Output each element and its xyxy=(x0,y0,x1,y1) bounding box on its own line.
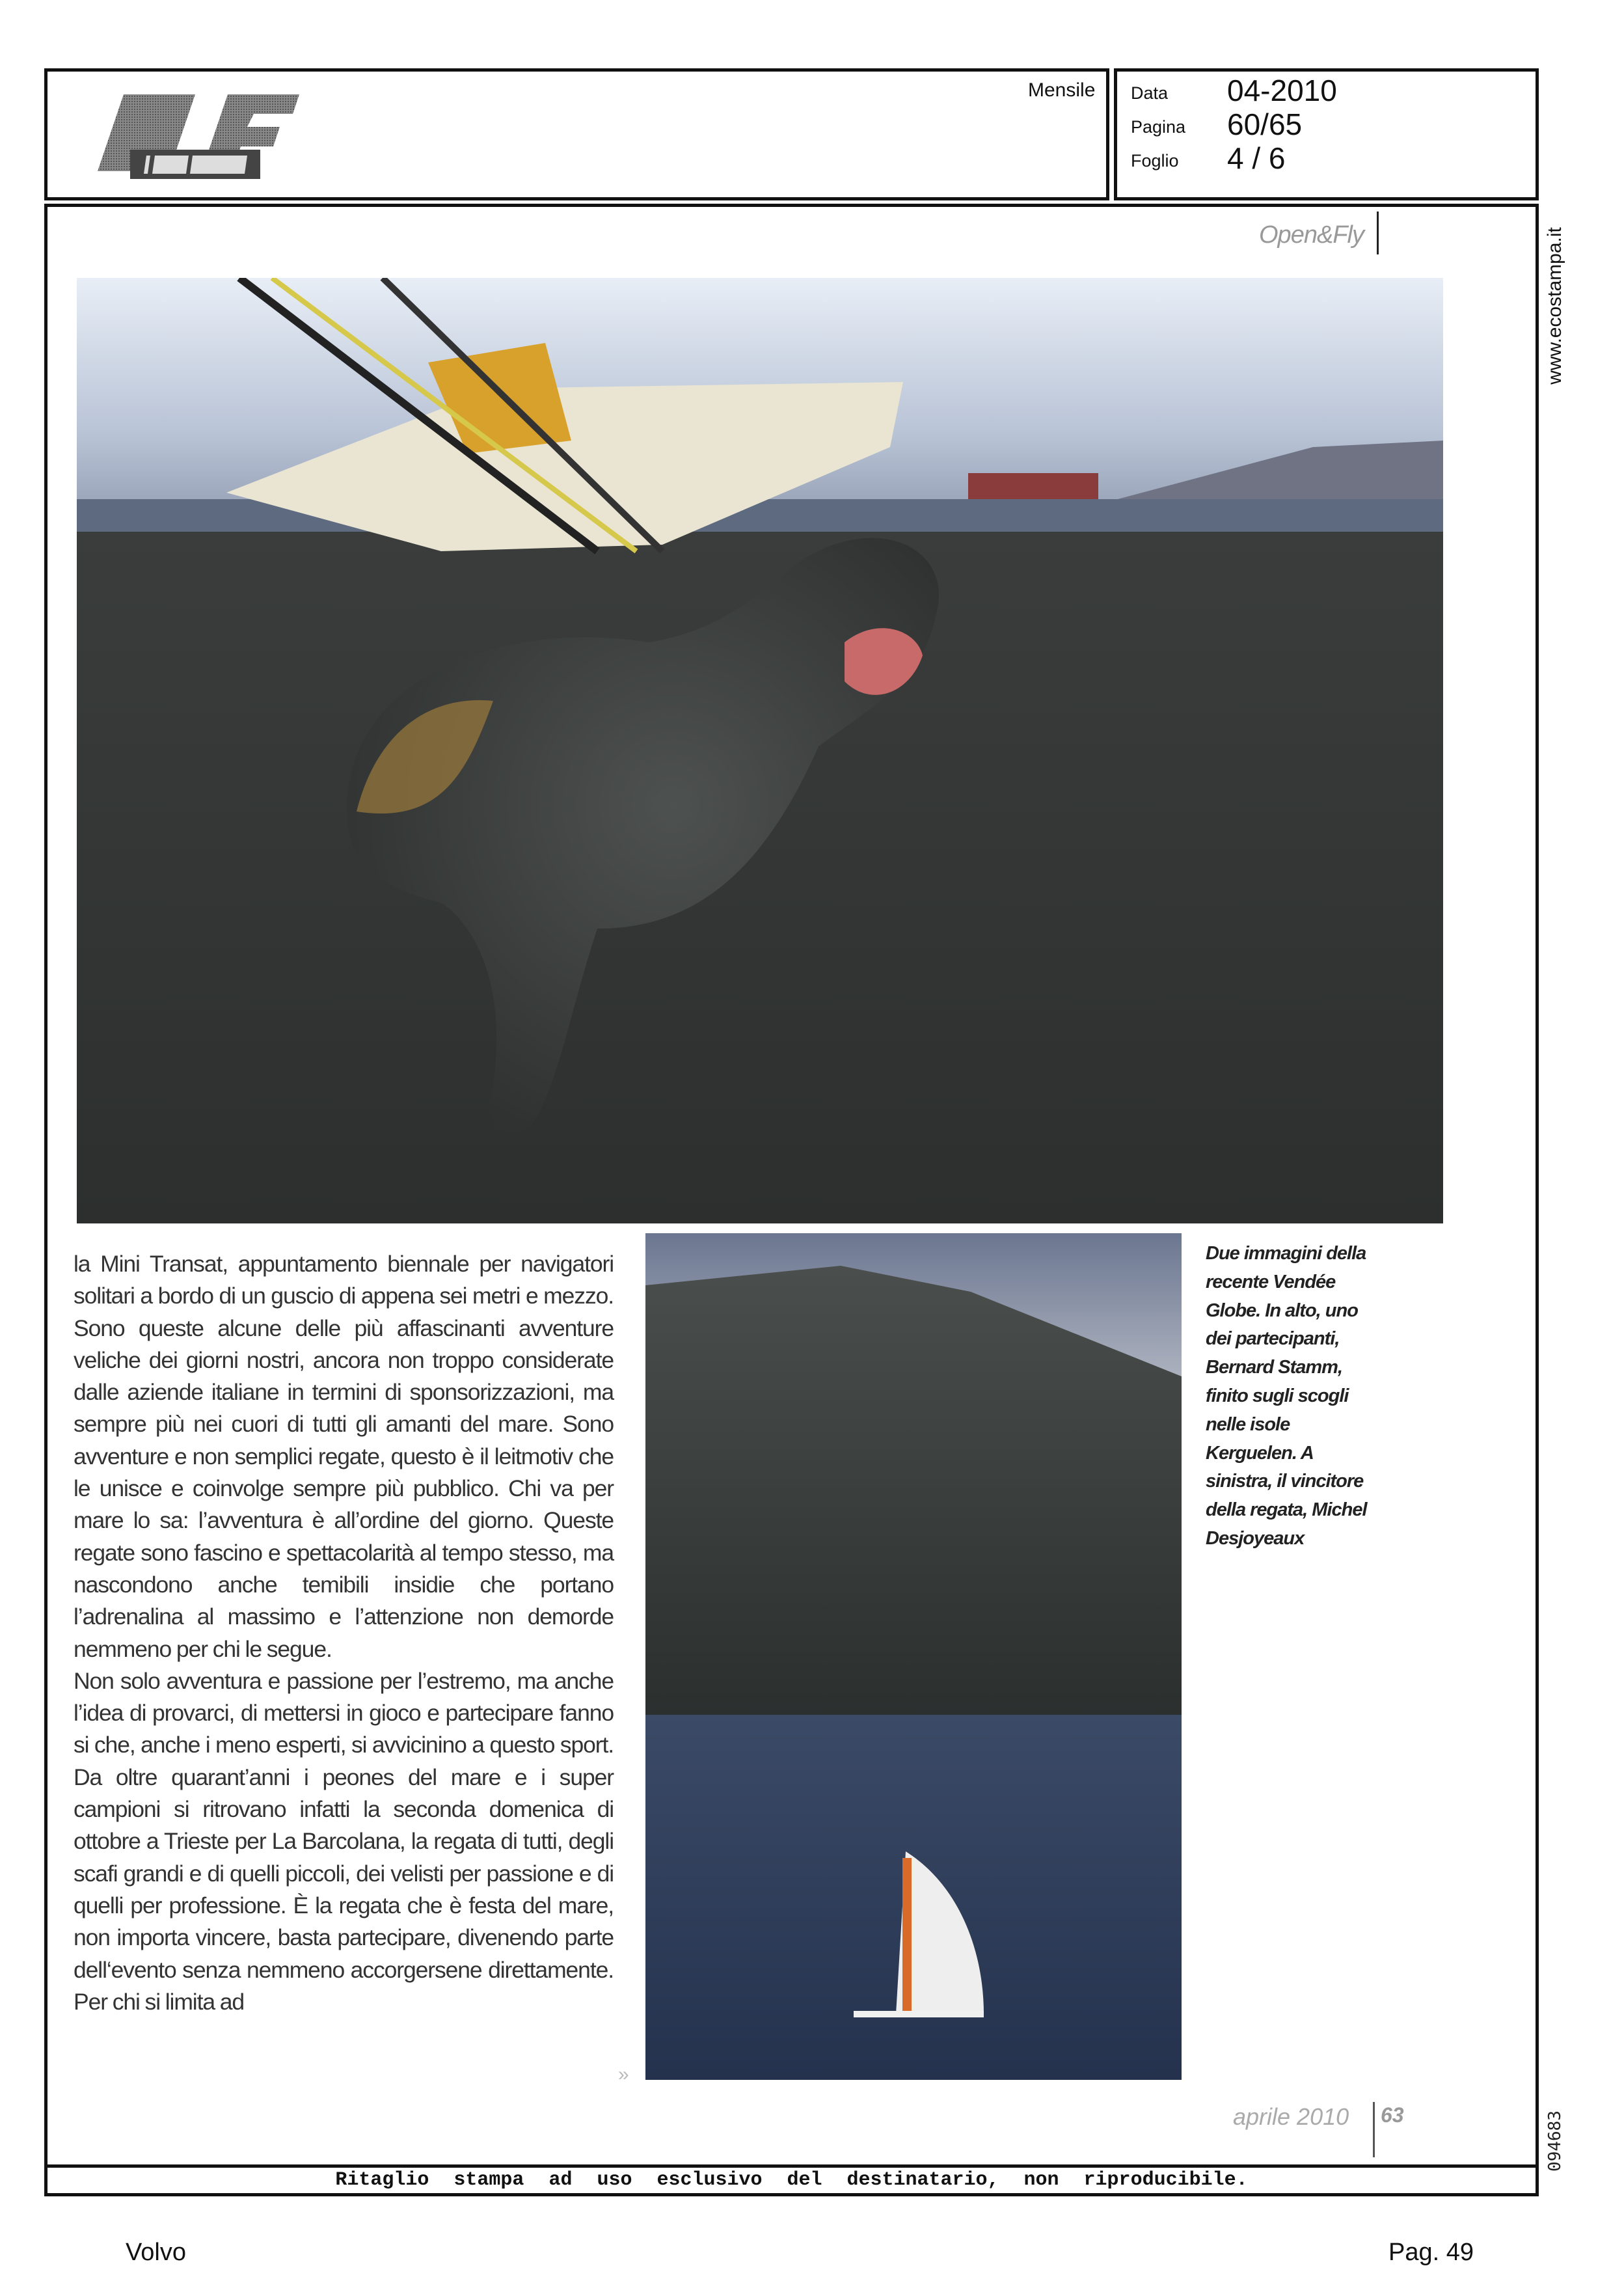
date-value: 04-2010 xyxy=(1227,74,1337,107)
running-head: Open&Fly xyxy=(1259,221,1364,249)
folio-month: aprile 2010 xyxy=(1233,2103,1349,2130)
sheet-label: Foglio xyxy=(1131,151,1179,171)
folio-divider xyxy=(1373,2102,1375,2157)
page-label: Pagina xyxy=(1131,117,1186,137)
article-paragraph: la Mini Transat, appuntamento biennale per navigatori solitari a bordo di un guscio di appena sei metri e mezzo. Sono queste alcune delle più affascinanti avventure veliche dei giorni nostri, ancora non troppo considerate dalle aziende italiane in termini di sponsorizzazioni, ma sempre più nei cuori di tutti gli amanti del mare. Sono avventure e non semplici regate, questo è il leitmotiv che le unisce e coinvolge sempre più pubblico. Chi va per mare lo sa: l’avventura è all’ordine del giorno. Queste regate sono fascino e spettacolarità al tempo stesso, ma nascondono anche temibili insidie che portano l’adrenalina al massimo e l’attenzione non demorde nemmeno per chi le segue. xyxy=(74,1251,614,1662)
open-and-fly-logo xyxy=(85,88,325,185)
website-text: www.ecostampa.it xyxy=(1544,227,1565,385)
disclaimer-text: Ritaglio stampa ad uso esclusivo del destinatario, non riproducibile. xyxy=(335,2169,1248,2191)
article-body xyxy=(74,1248,614,2018)
photo-elephant-seal-shipwreck xyxy=(77,278,1443,1223)
page-value: 60/65 xyxy=(1227,107,1303,141)
photo-sailboat-mountain xyxy=(645,1233,1182,2080)
page-number: Pag. 49 xyxy=(1388,2239,1474,2266)
photo-caption: Due immagini della recente Vendée Globe. In alto, uno dei partecipanti, Bernard Stamm, finito sugli scogli nelle isole Kerguelen. A sinistra, il vincitore della regata, Michel Desjoyeaux xyxy=(1206,1243,1367,1549)
running-head-divider xyxy=(1377,212,1379,254)
article-paragraph: Non solo avventura e passione per l’estremo, ma anche l’idea di provarci, di mettersi in gioco e partecipare fanno si che, anche i meno esperti, si avvicinino a questo sport. Da oltre quarant’anni i peones del mare e i super campioni si ritrovano infatti la seconda domenica di ottobre a Trieste per La Barcolana, la regata di tutti, degli scafi grandi e di quelli piccoli, dei velisti per passione e di quelli per professione. È la regata che è festa del mare, non importa vincere, basta partecipare, divenendo parte dell‘evento senza nemmeno accorgersene direttamente. Per chi si limita ad xyxy=(74,1667,614,2015)
date-label: Data xyxy=(1131,83,1169,103)
clip-code-text: 094683 xyxy=(1545,2110,1565,2172)
website-vertical xyxy=(1536,221,1575,390)
continue-arrow-icon: » xyxy=(618,2064,629,2085)
frequency-label: Mensile xyxy=(1028,79,1096,101)
clip-code-vertical xyxy=(1536,2102,1575,2180)
folio-number: 63 xyxy=(1381,2103,1404,2127)
client-name: Volvo xyxy=(126,2239,186,2266)
sheet-value: 4 / 6 xyxy=(1227,141,1286,175)
disclaimer-divider xyxy=(44,2164,1539,2168)
